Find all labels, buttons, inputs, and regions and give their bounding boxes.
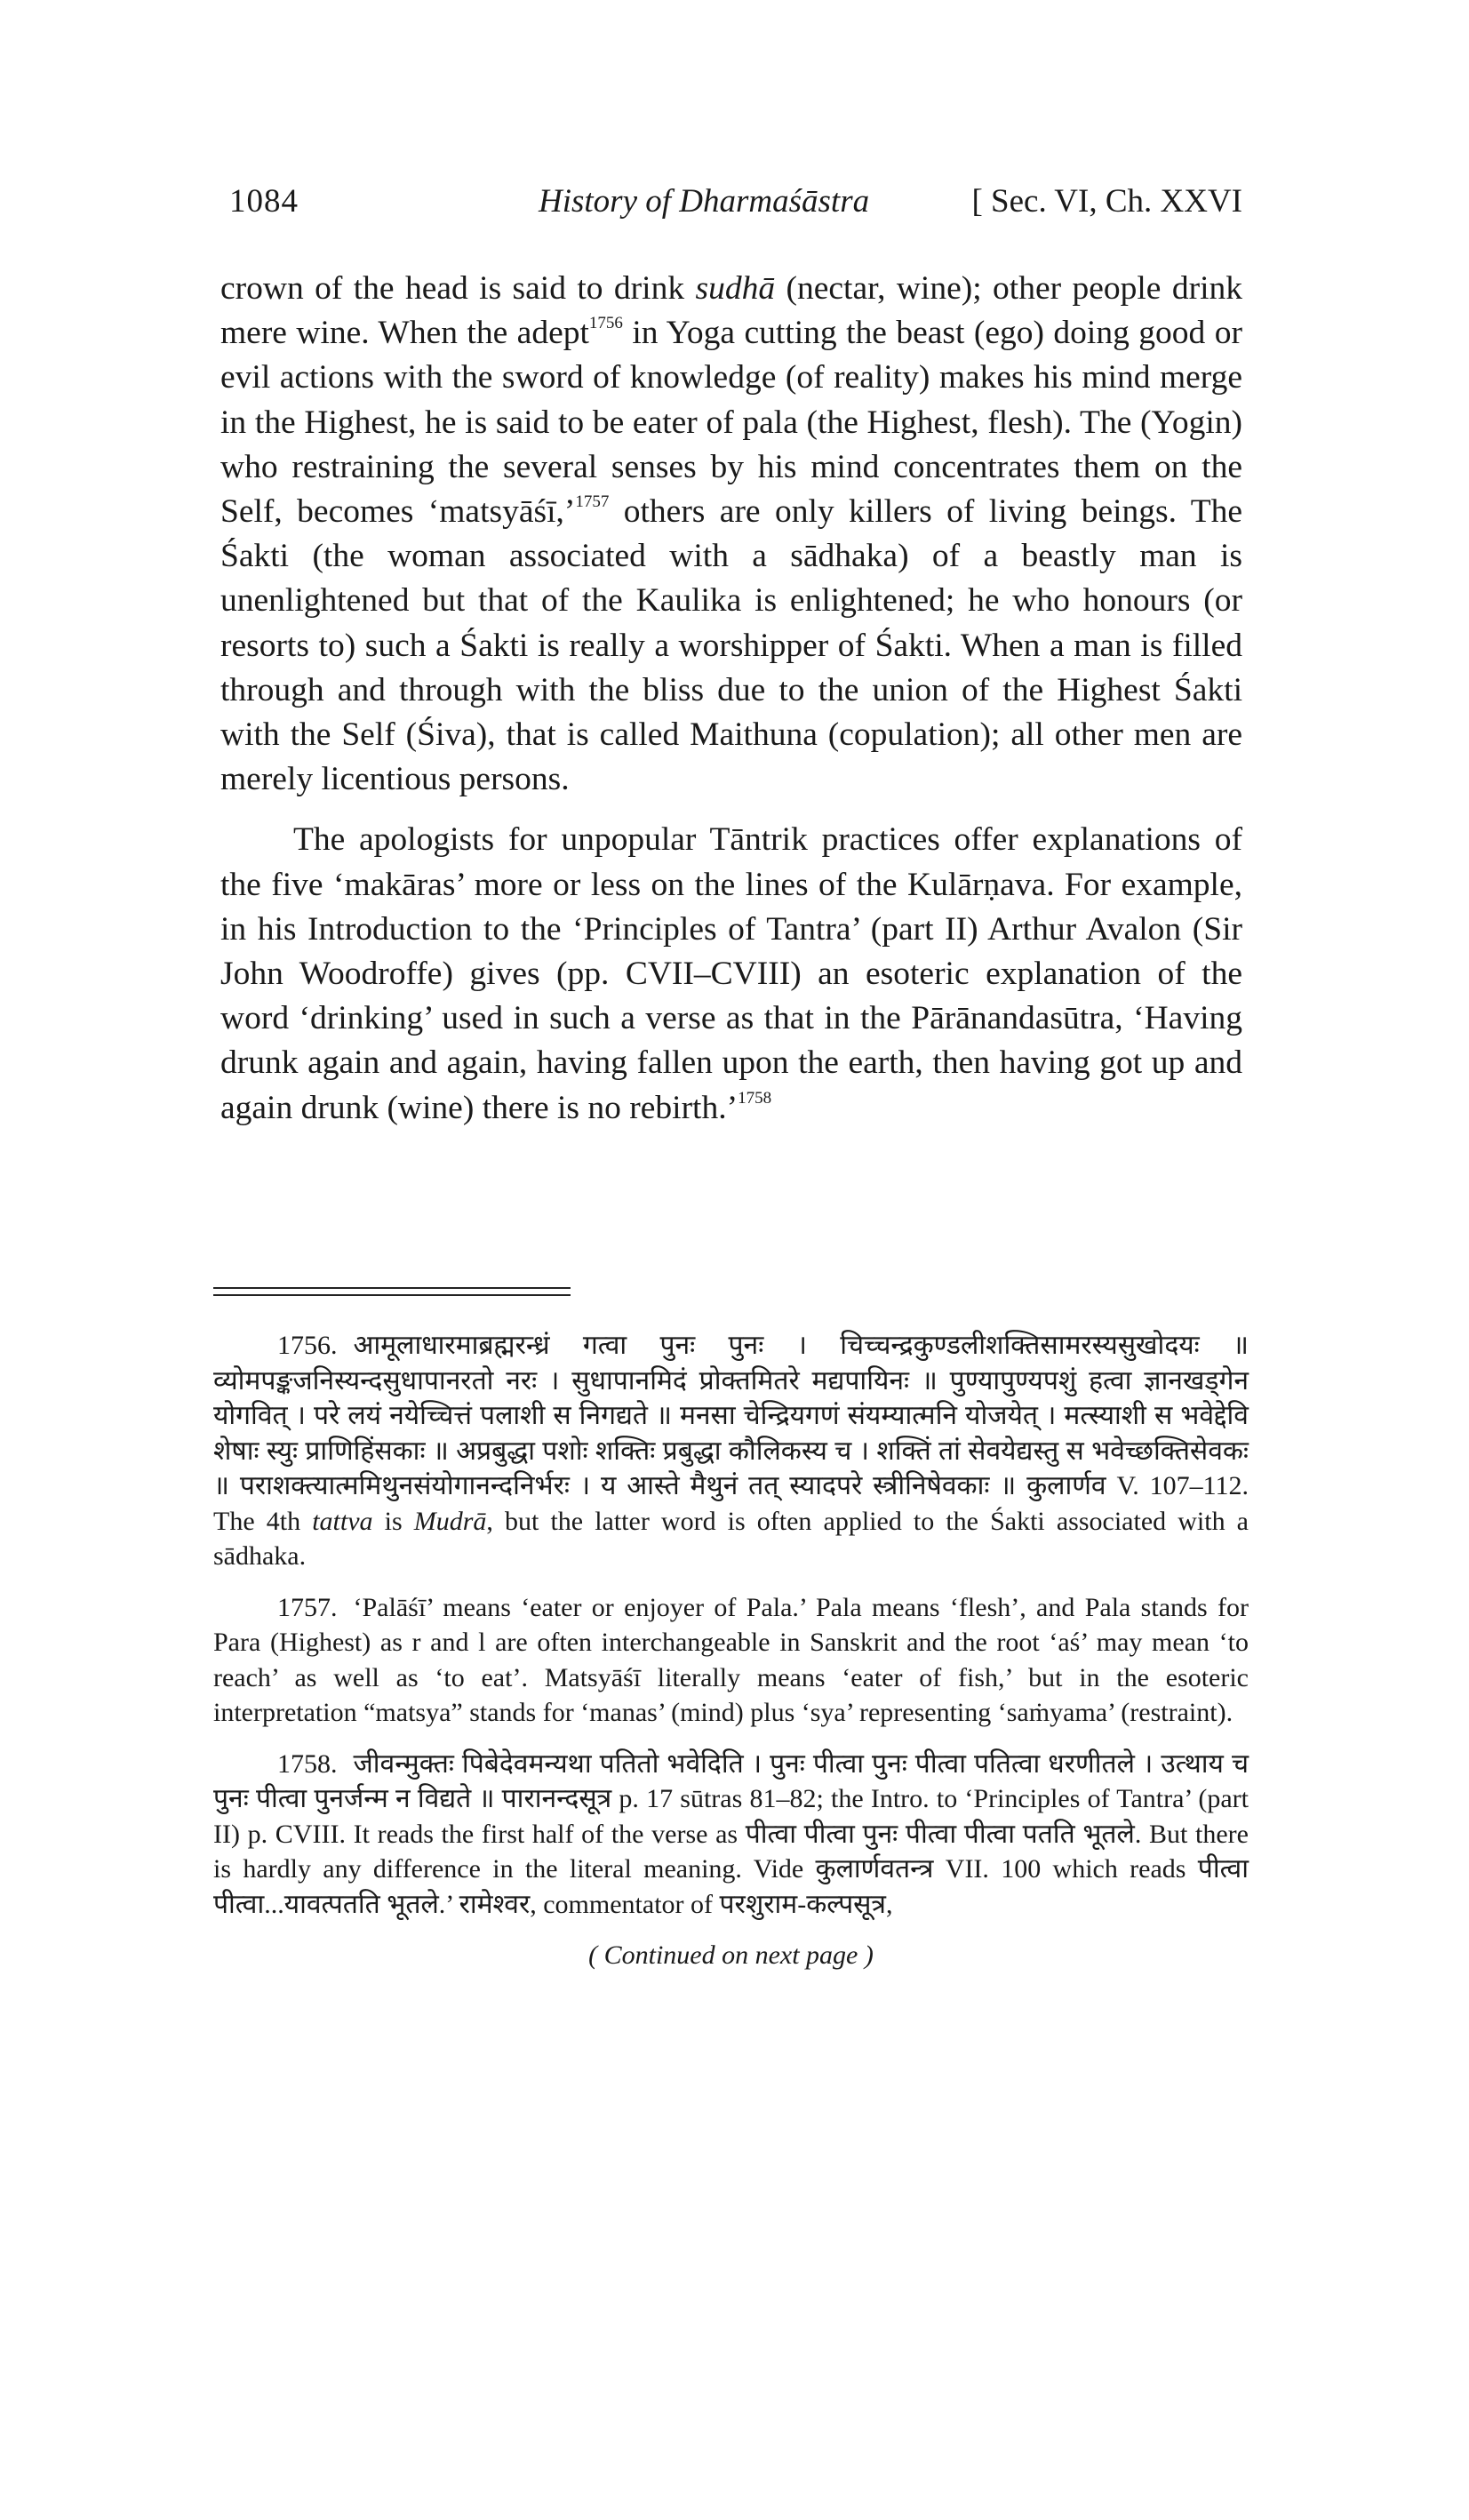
para1-text-d: others are only killers of living beings. The Śakti (the woman associated with a sādhaka) of a beastly man is unenlightened but that of the Kaulika is enlightened; he who honours (or resorts to) such a Śakti is really a worshipper of Śakti. When a man is filled through and through with the bliss due to the union of the Highest Śakti with the Self (Śiva), that is called Maithuna (copulation); all other men are merely licentious persons. bbox=[220, 493, 1242, 798]
footnote-1757-text: ‘Palāśī’ means ‘eater or enjoyer of Pala.’ Pala means ‘flesh’, and Pala stands for Para (Highest) as r and l are often interchangeable in Sanskrit and the root ‘aś’ may mean ‘to reach’ as well as ‘to eat’. Matsyāśī literally means ‘eater of fish,’ but in the esoteric interpretation “matsya” stands for ‘manas’ (mind) plus ‘sya’ representing ‘saṁyama’ (restraint). bbox=[213, 1592, 1249, 1727]
para2-text-a: The apologists for unpopular Tāntrik practices offer explanations of the five ‘makāras’ more or less on the lines of the Kulārṇava. For example, in his Introduction to the ‘Principles of Tantra’ (part II) Arthur Avalon (Sir John Woodroffe) gives (pp. CVII–CVIII) an esoteric explanation of the word ‘drinking’ used in such a verse as that in the Pārānandasūtra, ‘Having drunk again and again, having fallen upon the earth, then having got up and again drunk (wine) there is no rebirth.’ bbox=[220, 821, 1242, 1126]
term-tattva: tattva bbox=[312, 1506, 373, 1536]
footnote-1758-text: जीवन्मुक्तः पिबेदेवमन्यथा पतितो भवेदिति । पुनः पीत्वा पुनः पीत्वा पतित्वा धरणीतले । उत्थाय च पुनः पीत्वा पुनर्जन्म न विद्यते ॥ पारानन्दसूत्र p. 17 sūtras 81–82; the Intro. to ‘Principles of Tantra’ (part II) p. CVIII. It reads the first half of the verse as पीत्वा पीत्वा पुनः पीत्वा पीत्वा पतति भूतले. But there is hardly any difference in the literal meaning. Vide कुलार्णवतन्त्र VII. 100 which reads पीत्वा पीत्वा...यावत्पतति भूतले.’ रामेश्वर, commentator of परशुराम-कल्पसूत्र, bbox=[213, 1748, 1249, 1919]
footnote-number-1758: 1758. bbox=[277, 1748, 338, 1779]
para1-text-b: (nectar, wine); other people drink mere wine. When the adept bbox=[220, 270, 1243, 352]
footnote-ref-1757[interactable]: 1757 bbox=[575, 492, 610, 512]
footnote-number-1757: 1757. bbox=[277, 1592, 338, 1622]
footnote-1756-note-c: , but the latter word is often applied to the Śakti associated with a sādhaka. bbox=[213, 1506, 1249, 1571]
footnotes bbox=[213, 1328, 1249, 1973]
continued-note: ( Continued on next page ) bbox=[588, 1940, 874, 1970]
paragraph-2 bbox=[220, 818, 1242, 1130]
footnote-divider-bottom bbox=[213, 1294, 571, 1296]
footnote-ref-1756[interactable]: 1756 bbox=[588, 314, 623, 333]
footnote-ref-1758[interactable]: 1758 bbox=[738, 1088, 772, 1108]
para1-text-c: in Yoga cutting the beast (ego) doing good or evil actions with the sword of knowledge (of reality) makes his mind merge in the Highest, he is said to be eater of pala (the Highest, flesh). The (Yogin) who restraining the several senses by his mind concentrates them on the Self, becomes ‘matsyāśī,’ bbox=[220, 315, 1242, 531]
page-number: 1084 bbox=[229, 183, 299, 220]
term-mudra: Mudrā bbox=[413, 1506, 487, 1536]
running-title: History of Dharmaśāstra bbox=[539, 183, 870, 220]
footnote-1757 bbox=[213, 1590, 1249, 1731]
footnote-1756 bbox=[213, 1328, 1249, 1574]
footnote-divider-top bbox=[213, 1287, 571, 1289]
page-header bbox=[229, 182, 1242, 236]
main-text bbox=[220, 267, 1242, 1131]
section-reference: [ Sec. VI, Ch. XXVI bbox=[971, 183, 1242, 220]
footnote-1756-note-a: The 4th bbox=[213, 1506, 313, 1536]
footnote-1758 bbox=[213, 1747, 1249, 1923]
para1-text-a: crown of the head is said to drink bbox=[220, 270, 696, 307]
footnote-1756-note-b: is bbox=[372, 1506, 414, 1536]
footnote-1756-sanskrit: आमूलाधारमाब्रह्मरन्ध्रं गत्वा पुनः पुनः । चिच्चन्द्रकुण्डलीशक्तिसामरस्यसुखोदयः ॥ व्योमपङ्कजनिस्यन्दसुधापानरतो नरः । सुधापानमिदं प्रोक्तमितरे मद्यपायिनः ॥ पुण्यापुण्यपशुं हत्वा ज्ञानखड्गेन योगवित् । परे लयं नयेच्चित्तं पलाशी स निगद्यते ॥ मनसा चेन्द्रियगणं संयम्यात्मनि योजयेत् । मत्स्याशी स भवेद्देवि शेषाः स्युः प्राणिहिंसकाः ॥ अप्रबुद्धा पशोः शक्तिः प्रबुद्धा कौलिकस्य च । शक्तिं तां सेवयेद्यस्तु स भवेच्छक्तिसेवकः ॥ पराशक्त्यात्ममिथुनसंयोगानन्दनिर्भरः । य आस्ते मैथुनं तत् स्यादपरे स्त्रीनिषेवकाः ॥ कुलार्णव V. 107–112. bbox=[213, 1331, 1249, 1500]
term-sudha: sudhā bbox=[695, 270, 776, 307]
footnote-number-1756: 1756. bbox=[277, 1331, 338, 1360]
paragraph-1 bbox=[220, 267, 1242, 802]
